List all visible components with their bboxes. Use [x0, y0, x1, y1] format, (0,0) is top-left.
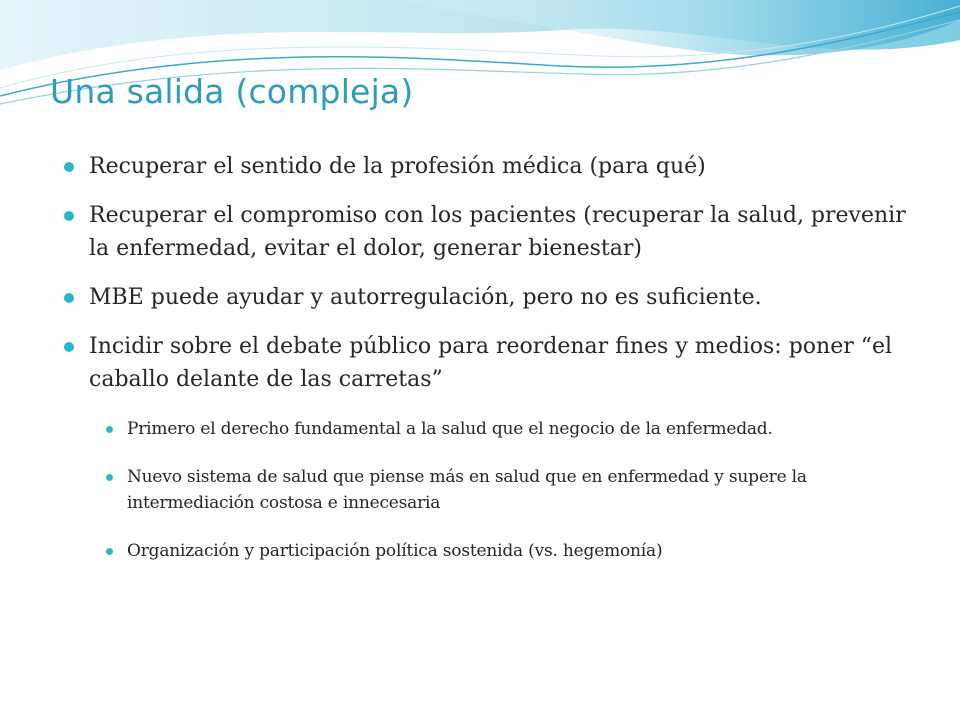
sub-bullet-item: Organización y participación política sostenida (vs. hegemonía) — [106, 538, 914, 564]
sub-bullet-list — [106, 416, 914, 564]
bullet-item: MBE puede ayudar y autorregulación, pero no es suficiente. — [64, 281, 914, 314]
bullet-item: Recuperar el compromiso con los pacientes (recuperar la salud, prevenir la enfermedad, evitar el dolor, generar bienestar) — [64, 199, 914, 265]
slide-title: Una salida (compleja) — [50, 72, 414, 111]
bullet-item-text: Incidir sobre el debate público para reordenar fines y medios: poner “el caballo delante de las carretas” — [89, 334, 893, 392]
bullet-list — [64, 150, 914, 564]
sub-bullet-item: Nuevo sistema de salud que piense más en salud que en enfermedad y supere la intermediación costosa e innecesaria — [106, 464, 914, 516]
sub-bullet-item: Primero el derecho fundamental a la salud que el negocio de la enfermedad. — [106, 416, 914, 442]
bullet-item: Recuperar el sentido de la profesión médica (para qué) — [64, 150, 914, 183]
bullet-item — [64, 330, 914, 564]
slide-content — [64, 150, 914, 586]
